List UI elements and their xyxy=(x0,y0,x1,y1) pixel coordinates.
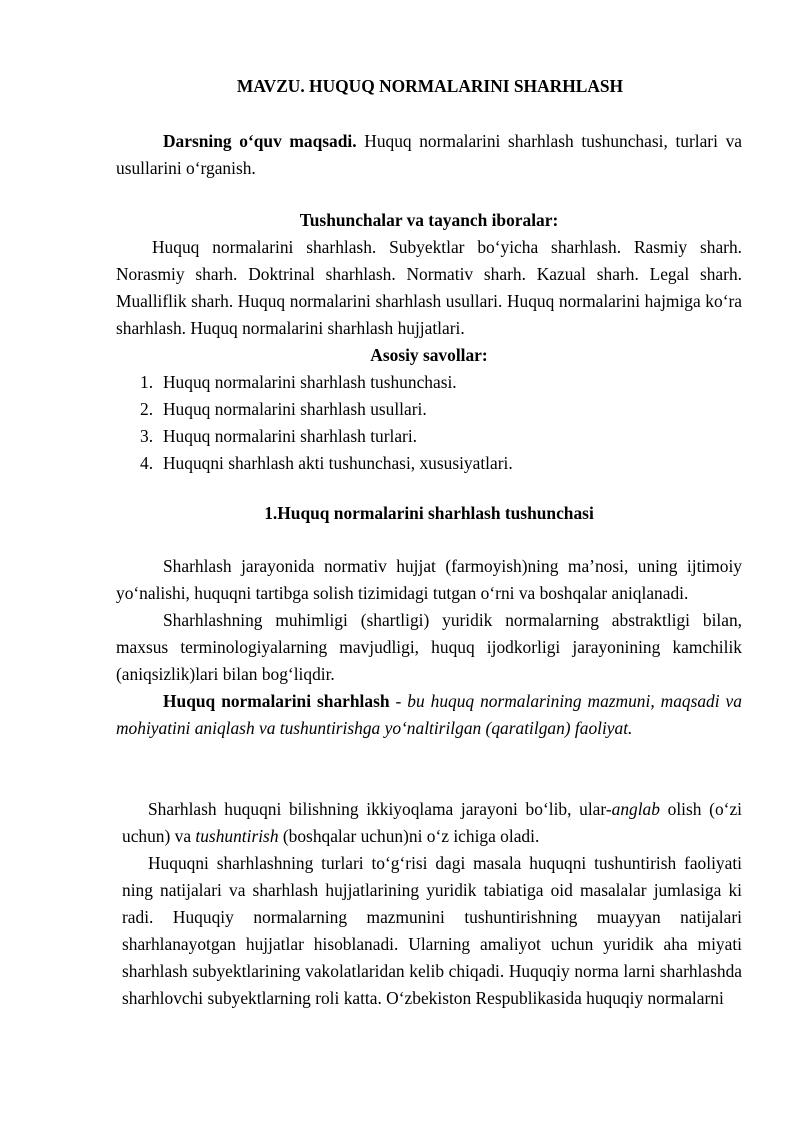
questions-list xyxy=(116,369,742,477)
objective-paragraph xyxy=(116,128,742,182)
objective-text: Huquq normalarini sharhlash tushunchasi, turlari va usullarini o‘rganish. xyxy=(116,131,742,178)
list-item-number: 4. xyxy=(140,453,154,473)
section1-body xyxy=(116,553,742,742)
list-item xyxy=(116,369,742,396)
section-heading: 1.Huquq normalarini sharhlash tushunchasi xyxy=(264,503,594,523)
paragraph xyxy=(122,796,742,850)
definition-paragraph xyxy=(116,688,742,742)
list-item-text: Huquq normalarini sharhlash turlari. xyxy=(163,426,418,446)
definition-term: Huquq normalarini sharhlash xyxy=(163,691,390,711)
list-item-text: Huquqni sharhlash akti tushunchasi, xususiyatlari. xyxy=(163,453,513,473)
concepts-section xyxy=(116,207,742,477)
objective-label: Darsning o‘quv maqsadi. xyxy=(163,131,357,151)
list-item-text: Huquq normalarini sharhlash usullari. xyxy=(163,399,427,419)
text-run: (boshqalar uchun)ni o‘z ichiga oladi. xyxy=(278,826,540,846)
paragraph: Sharhlash jarayonida normativ hujjat (farmoyish)ning ma’nosi, uning ijtimoiy yo‘nalishi, huquqni tartibga solish tizimidagi tutgan o‘rni va boshqalar aniqlanadi. xyxy=(116,556,742,603)
list-item-text: Huquq normalarini sharhlash tushunchasi. xyxy=(163,372,457,392)
concepts-heading: Tushunchalar va tayanch iboralar: xyxy=(299,210,559,230)
list-item xyxy=(116,450,742,477)
definition-text: bu huquq normalarining mazmuni, maqsadi va mohiyatini aniqlash va tushuntirishga yo‘naltirilgan (qaratilgan) faoliyat. xyxy=(116,691,742,738)
list-item-number: 2. xyxy=(140,399,154,419)
paragraph: Huquqni sharhlashning turlari to‘g‘risi dagi masala huquqni tushuntirish faoliyati ning natijalari va sharhlash hujjatlarining yuridik tabiatiga oid masalalar jumlasiga ki radi. Huquqiy normalarning mazmunini tushuntirishning muayyan natijalari sharhlanayotgan hujjatlar hisoblanadi. Ularning amaliyot uchun yuridik aha miyati sharhlash subyektlarining vakolatlaridan kelib chiqadi. Huquqiy norma larni sharhlashda sharhlovchi subyektlarning roli katta. O‘zbekiston Respublikasida huquqiy normalarni xyxy=(122,853,742,1008)
paragraph: Sharhlashning muhimligi (shartligi) yuridik normalarning abstraktligi bilan, maxsus terminologiyalarning mavjudligi, huquq ijodkorligi jarayonining kamchilik (aniqsizlik)lari bilan bog‘liqdir. xyxy=(116,610,742,684)
list-item-number: 1. xyxy=(140,372,154,392)
page-title: MAVZU. HUQUQ NORMALARINI SHARHLASH xyxy=(236,76,624,96)
list-item xyxy=(116,423,742,450)
list-item xyxy=(116,396,742,423)
text-run: olish (o‘zi uchun) va xyxy=(122,799,742,846)
questions-heading: Asosiy savollar: xyxy=(370,345,488,365)
concepts-text: Huquq normalarini sharhlash. Subyektlar bo‘yicha sharhlash. Rasmiy sharh. Norasmiy sharh. Doktrinal sharhlash. Normativ sharh. Kazual sharh. Legal sharh. Mualliflik sharh. Huquq normalarini sharhlash usullari. Huquq normalarini hajmiga ko‘ra sharhlash. Huquq normalarini sharhlash hujjatlari. xyxy=(116,237,742,338)
text-run: Sharhlash huquqni bilishning ikkiyoqlama jarayoni bo‘lib, ular- xyxy=(148,799,612,819)
section1-body-continued xyxy=(122,796,742,1012)
italic-run: tushuntirish xyxy=(195,826,279,846)
italic-run: anglab xyxy=(611,799,660,819)
definition-dash: - xyxy=(389,691,408,711)
list-item-number: 3. xyxy=(140,426,154,446)
